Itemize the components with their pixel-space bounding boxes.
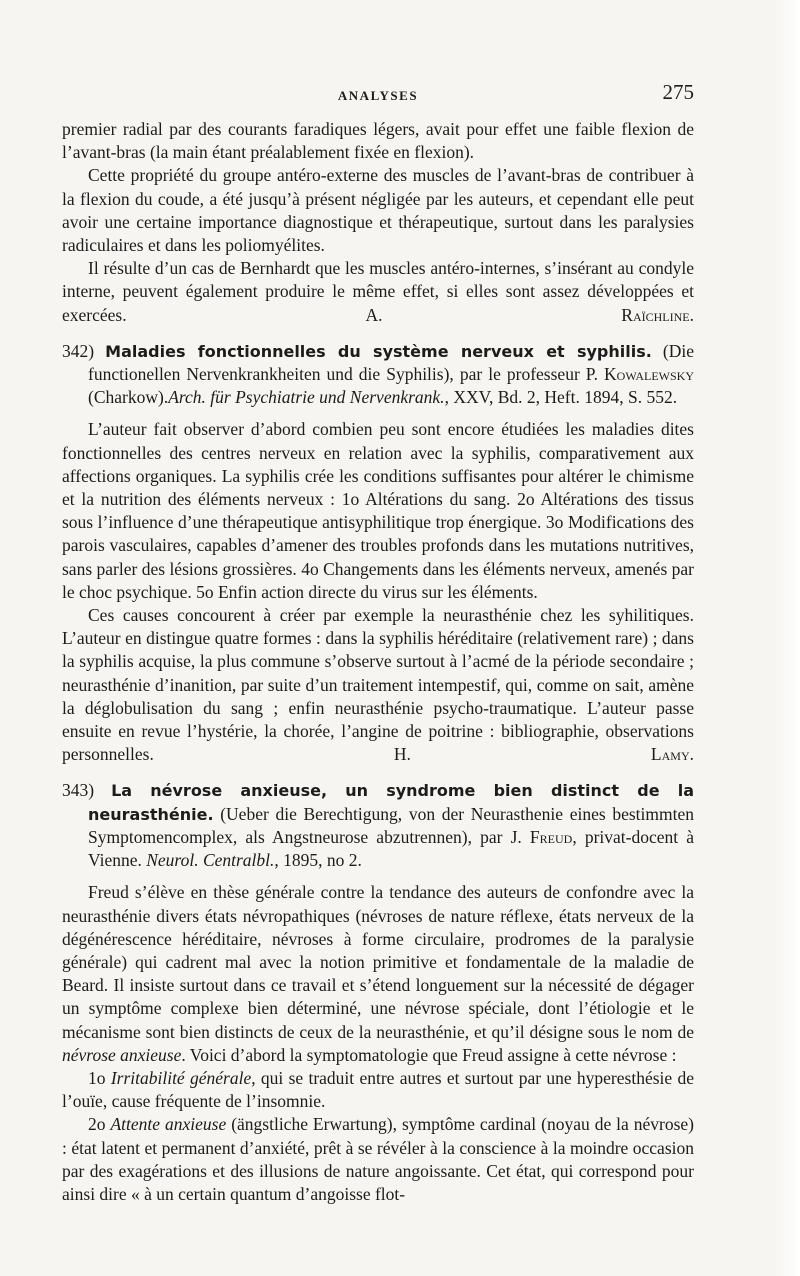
continuation-paragraph-2: Cette propriété du groupe antéro-externe des muscles de l’avant-bras de contribuer à la flexion du coude, a été jusqu’à présent négligée par les auteurs, et cependant elle peut avoir une certaine importance diagnostique et thérapeutique, surtout dans les paralysies radiculaires et dans les poliomyélites. <box>62 165 694 256</box>
entry-342-number: 342) <box>62 340 95 361</box>
entry-343-paragraph-1-text: Freud s’élève en thèse générale contre la tendance des auteurs de confondre avec la neurasthénie divers états névropathiques (névroses de nature réflexe, états nerveux de la dégénérescence héréditaire, névroses à forme circulaire, prodromes de la paralysie générale) qui cadrent mal avec la notion primitive et fondamentale de la maladie de Beard. Il insiste surtout dans ce travail et s’étend longuement sur la nécessité de dégager un symptôme complexe bien déterminé, une névrose spéciale, dont l’étiologie et le mécanisme sont bien distincts de ceux de la neurasthénie, et qu’il désigne sous le nom de <box>62 882 694 1042</box>
page-header <box>62 80 694 110</box>
entry-343-reference: , 1895, no 2. <box>274 850 362 871</box>
item-1-text: , qui se traduit entre autres et surtout par une hyperesthésie de l’ouïe, cause fréquente de l’insomnie. <box>62 1067 694 1112</box>
page-number: 275 <box>662 80 694 104</box>
entry-343-heading <box>62 779 694 872</box>
entry-343-item-2 <box>62 1113 694 1206</box>
item-1-number: 1o <box>88 1067 106 1088</box>
entry-342-paragraph-2 <box>62 604 694 766</box>
entry-342-journal: Arch. für Psychiatrie und Nervenkrank. <box>168 387 445 408</box>
entry-343-number: 343) <box>62 780 95 801</box>
item-2-number: 2o <box>88 1114 106 1135</box>
item-2-text: (ängstliche Erwartung), symptôme cardinal (noyau de la névrose) : état latent et permanent d’anxiété, prêt à se révéler à la conscience à la moindre occasion par des exagérations et des illusions de nature angoissante. Cet état, qui correspond pour ainsi dire « à un certain quantum d’angoisse flot- <box>62 1114 695 1204</box>
page-edge-shadow <box>774 0 800 1276</box>
entry-342-reference: , XXV, Bd. 2, Heft. 1894, S. 552. <box>444 387 678 408</box>
spacer <box>62 409 694 418</box>
entry-342-description: (Die functionellen Nervenkrankheiten und die Syphilis), par le professeur P. <box>88 340 695 385</box>
spacer <box>62 872 694 881</box>
entry-343-title: La névrose anxieuse, un syndrome bien distinct de la neurasthénie. <box>88 781 695 824</box>
entry-343-paragraph-1-end: . Voici d’abord la symptomatologie que Freud assigne à cette névrose : <box>181 1044 677 1065</box>
entry-342-paragraph-2-text: Ces causes concourent à créer par exemple la neurasthénie chez les syhilitiques. L’auteur en distingue quatre formes : dans la syphilis héréditaire (relativement rare) ; dans la syphilis acquise, la plus commune s’observe surtout à l’acmé de la période secondaire ; neurasthénie d’inanition, par suite d’un traitement intempestif, qui, comme on sait, amène la déglobulisation du sang ; enfin neurasthénie psycho-traumatique. L’auteur passe ensuite en revue l’hystérie, la chorée, l’angine de poitrine : bibliographie, observations personnelles. <box>62 605 694 765</box>
entry-342-paragraph-1: L’auteur fait observer d’abord combien peu sont encore étudiées les maladies dites fonctionnelles des centres nerveux en relation avec la syphilis, comparativement aux affections organiques. La syphilis crée les conditions suffisantes pour altérer le chimisme et la nutrition des éléments nerveux : 1o Altérations du sang. 2o Altérations des tissus sous l’influence d’une thérapeutique antisyphilitique trop énergique. 3o Modifications des parois vasculaires, capables d’amener des troubles profonds dans les mutations nutritives, sans parler des lésions grossières. 4o Changements dans les éléments nerveux, amenés par le choc psychique. 5o Enfin action directe du virus sur les éléments. <box>62 419 694 602</box>
signature-raichline: A. Raïchline. <box>365 304 695 325</box>
entry-342-author: Kowalewsky <box>604 364 694 385</box>
page-body <box>62 118 694 1206</box>
entry-343-author: Freud <box>529 826 573 847</box>
entry-342-affiliation: (Charkow). <box>88 387 169 408</box>
entry-343-term-nevrose-anxieuse: névrose anxieuse <box>62 1044 182 1065</box>
entry-343-item-1 <box>62 1067 694 1113</box>
entry-342-heading <box>62 340 694 410</box>
entry-343-journal: Neurol. Centralbl. <box>146 850 275 871</box>
continuation-paragraph-3-text: Il résulte d’un cas de Bernhardt que les muscles antéro-internes, s’insérant au condyle interne, peuvent également produire le même effet, si elles sont assez développées et exercées. <box>62 258 694 325</box>
entry-342-title: Maladies fonctionnelles du système nerveux et syphilis. <box>105 341 652 361</box>
item-2-term: Attente anxieuse <box>110 1114 227 1135</box>
entry-343-paragraph-1 <box>62 881 694 1067</box>
entry-343-description: (Ueber die Berechtigung, von der Neurasthenie eines bestimmten Symptomencomplex, als Angstneurose abzutrennen), par J. <box>88 803 695 847</box>
entry-343-affiliation: , privat-docent à Vienne. <box>88 826 695 871</box>
running-head: ANALYSES <box>337 88 419 103</box>
continuation-paragraph-1: premier radial par des courants faradiques légers, avait pour effet une faible flexion de l’avant-bras (la main étant préalablement fixée en flexion). <box>62 119 694 163</box>
item-1-term: Irritabilité générale <box>110 1067 252 1088</box>
signature-lamy: H. Lamy. <box>393 744 694 765</box>
continuation-paragraph-3 <box>62 257 694 327</box>
